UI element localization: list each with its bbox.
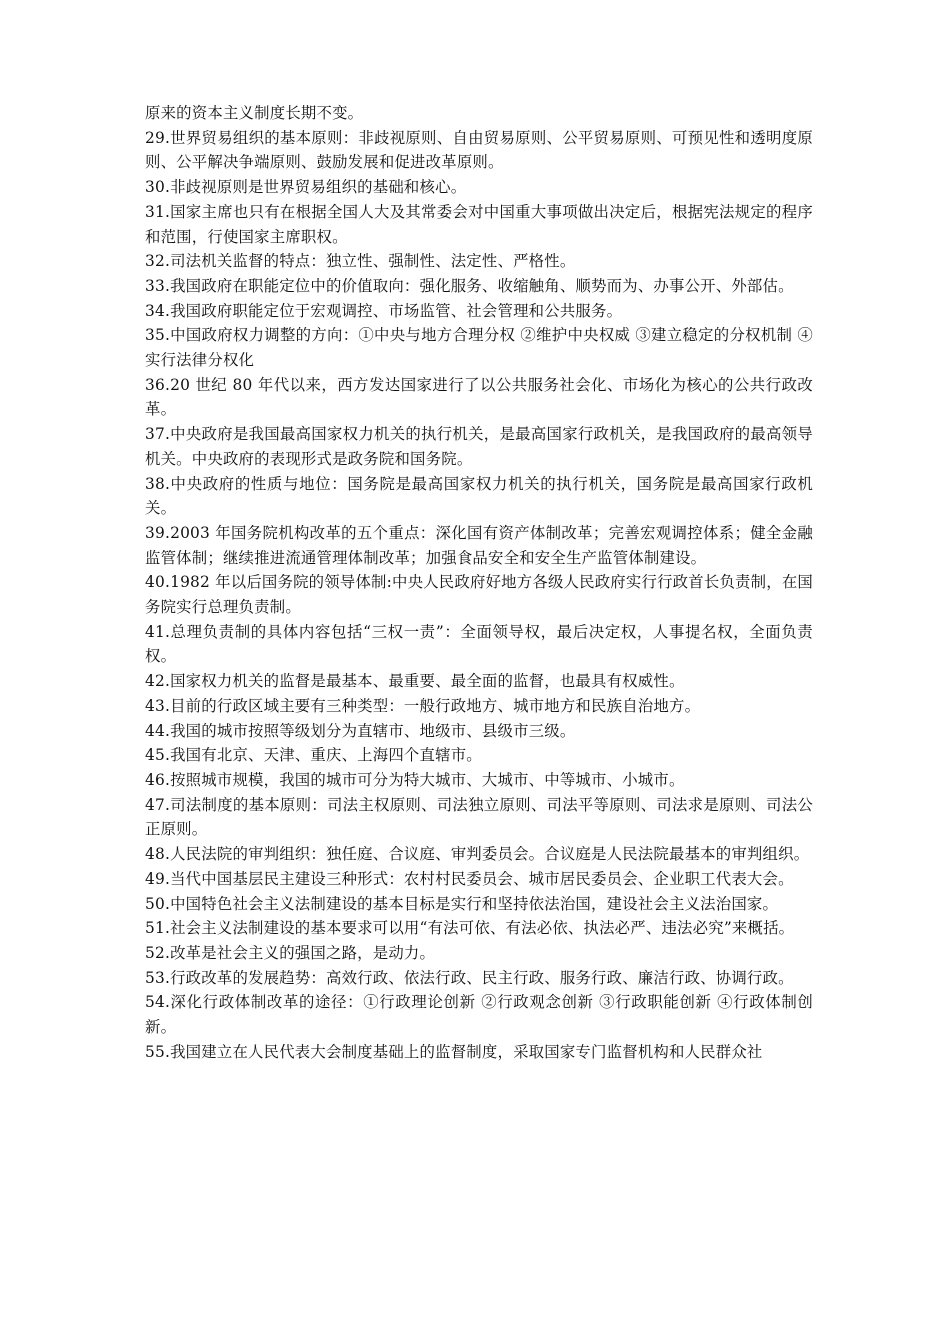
paragraph: 31.国家主席也只有在根据全国人大及其常委会对中国重大事项做出决定后，根据宪法规定的程序和范围，行使国家主席职权。 bbox=[145, 202, 813, 246]
paragraph: 30.非歧视原则是世界贸易组织的基础和核心。 bbox=[145, 178, 467, 197]
paragraph: 32.司法机关监督的特点：独立性、强制性、法定性、严格性。 bbox=[145, 252, 576, 271]
paragraph: 50.中国特色社会主义法制建设的基本目标是实行和坚持依法治国，建设社会主义法治国家。 bbox=[145, 894, 779, 913]
paragraph: 37.中央政府是我国最高国家权力机关的执行机关，是最高国家行政机关，是我国政府的最高领导机关。中央政府的表现形式是政务院和国务院。 bbox=[145, 425, 813, 468]
paragraph: 45.我国有北京、天津、重庆、上海四个直辖市。 bbox=[145, 746, 482, 765]
paragraph: 51.社会主义法制建设的基本要求可以用“有法可依、有法必依、执法必严、违法必究”来概括。 bbox=[145, 919, 795, 938]
paragraph: 39.2003 年国务院机构改革的五个重点：深化国有资产体制改革；完善宏观调控体系；健全金融监管体制；继续推进流通管理体制改革；加强食品安全和安全生产监管体制建设。 bbox=[145, 523, 813, 567]
paragraph: 53.行政改革的发展趋势：高效行政、依法行政、民主行政、服务行政、廉洁行政、协调行政。 bbox=[145, 968, 794, 987]
paragraph: 33.我国政府在职能定位中的价值取向：强化服务、收缩触角、顺势而为、办事公开、外部估。 bbox=[145, 276, 794, 295]
paragraph: 原来的资本主义制度长期不变。 bbox=[145, 104, 364, 122]
paragraph: 42.国家权力机关的监督是最基本、最重要、最全面的监督，也最具有权威性。 bbox=[145, 672, 685, 691]
paragraph: 34.我国政府职能定位于宏观调控、市场监管、社会管理和公共服务。 bbox=[145, 301, 623, 320]
paragraph: 47.司法制度的基本原则：司法主权原则、司法独立原则、司法平等原则、司法求是原则、司法公正原则。 bbox=[145, 795, 813, 839]
paragraph: 46.按照城市规模，我国的城市可分为特大城市、大城市、中等城市、小城市。 bbox=[145, 770, 685, 789]
paragraph: 41.总理负责制的具体内容包括“三权一责”：全面领导权，最后决定权，人事提名权，全面负责权。 bbox=[145, 622, 813, 666]
paragraph: 43.目前的行政区域主要有三种类型：一般行政地方、城市地方和民族自治地方。 bbox=[145, 696, 701, 715]
paragraph: 35.中国政府权力调整的方向：①中央与地方合理分权 ②维护中央权威 ③建立稳定的分权机制 ④实行法律分权化 bbox=[145, 326, 813, 370]
paragraph: 48.人民法院的审判组织：独任庭、合议庭、审判委员会。合议庭是人民法院最基本的审判组织。 bbox=[145, 845, 810, 864]
paragraph: 44.我国的城市按照等级划分为直辖市、地级市、县级市三级。 bbox=[145, 721, 576, 740]
paragraph: 40.1982 年以后国务院的领导体制:中央人民政府好地方各级人民政府实行行政首长负责制，在国务院实行总理负责制。 bbox=[145, 573, 813, 617]
paragraph: 54.深化行政体制改革的途径：①行政理论创新 ②行政观念创新 ③行政职能创新 ④行政体制创新。 bbox=[145, 993, 813, 1037]
paragraph: 29.世界贸易组织的基本原则：非歧视原则、自由贸易原则、公平贸易原则、可预见性和透明度原则、公平解决争端原则、鼓励发展和促进改革原则。 bbox=[145, 128, 813, 172]
paragraph: 52.改革是社会主义的强国之路，是动力。 bbox=[145, 943, 436, 962]
document-body bbox=[145, 101, 813, 1064]
paragraph: 36.20 世纪 80 年代以来，西方发达国家进行了以公共服务社会化、市场化为核心的公共行政改革。 bbox=[145, 375, 813, 419]
paragraph: 49.当代中国基层民主建设三种形式：农村村民委员会、城市居民委员会、企业职工代表大会。 bbox=[145, 869, 794, 888]
paragraph: 55.我国建立在人民代表大会制度基础上的监督制度，采取国家专门监督机构和人民群众社 bbox=[145, 1042, 763, 1061]
paragraph: 38.中央政府的性质与地位：国务院是最高国家权力机关的执行机关，国务院是最高国家行政机关。 bbox=[145, 474, 813, 518]
